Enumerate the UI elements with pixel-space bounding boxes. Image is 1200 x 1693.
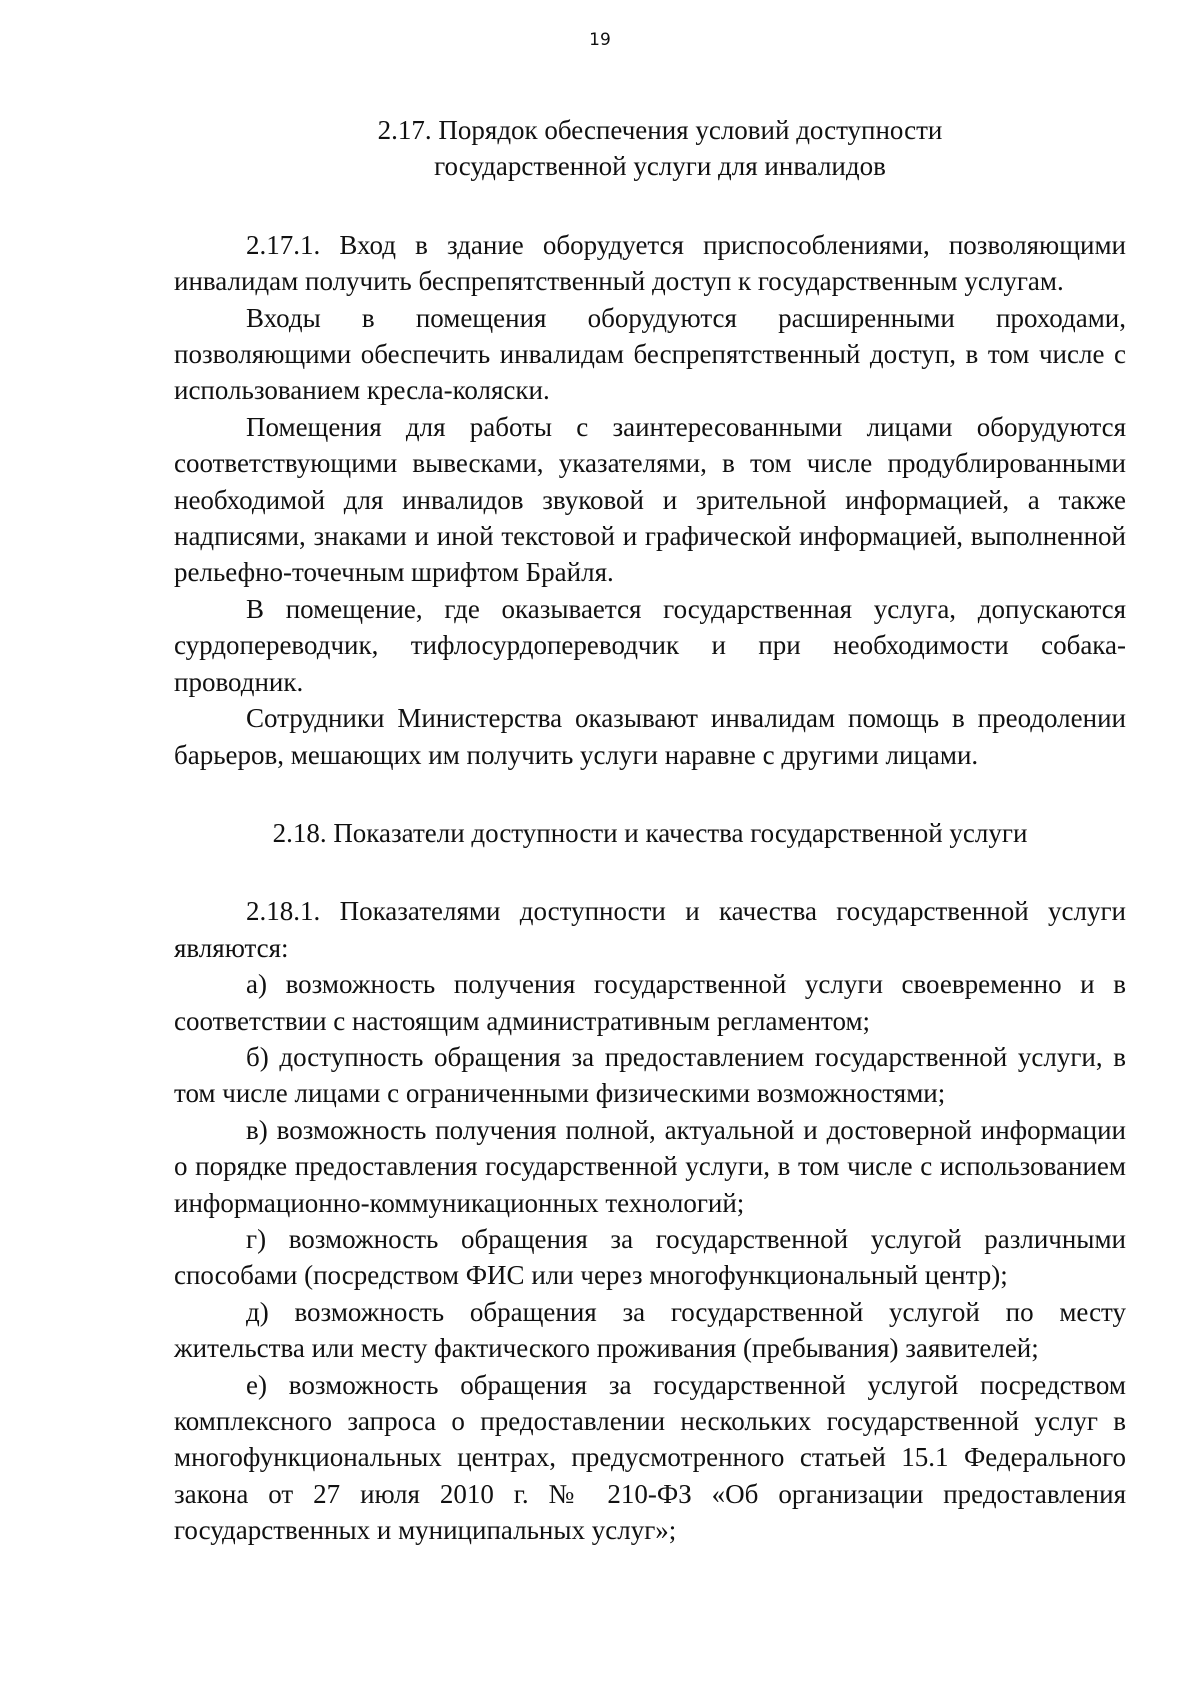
list-item-b: б) доступность обращения за предоставлением государственной услуги, в том числе лицами с ограниченными физическими возможностями;	[174, 1041, 1126, 1109]
paragraph-staff-assistance: Сотрудники Министерства оказывают инвалидам помощь в преодолении барьеров, мешающих им получить услуги наравне с другими лицами.	[174, 703, 1126, 770]
list-item-e: е) возможность обращения за государственной услугой посредством комплексного запроса о предоставлении нескольких государственной услуг в многофункциональных центрах, предусмотренного статьей 15.1 Федерального закона от 27 июля 2010 г. № 210-ФЗ «Об организации предоставления государственных и муниципальных услуг»;	[174, 1369, 1126, 1546]
list-item-d: д) возможность обращения за государственной услугой по месту жительства или месту фактического проживания (пребывания) заявителей;	[174, 1296, 1126, 1364]
page-number: 19	[589, 30, 611, 50]
paragraph-2-17-1: 2.17.1. Вход в здание оборудуется приспособлениями, позволяющими инвалидам получить беспрепятственный доступ к государственным услугам.	[174, 229, 1126, 297]
list-item-v: в) возможность получения полной, актуальной и достоверной информации о порядке предоставления государственной услуги, в том числе с использованием информационно-коммуникационных технологий;	[174, 1114, 1126, 1218]
section-2-17-title-line-1: 2.17. Порядок обеспечения условий доступности	[377, 115, 943, 145]
section-2-18-title: 2.18. Показатели доступности и качества государственной услуги	[272, 817, 1028, 848]
list-item-a: а) возможность получения государственной услуги своевременно и в соответствии с настоящим административным регламентом;	[174, 969, 1126, 1036]
paragraph-premises: Помещения для работы с заинтересованными лицами оборудуются соответствующими вывесками, указателями, в том числе продублированными необходимой для инвалидов звуковой и зрительной информацией, а также надписями, знаками и иной текстовой и графической информацией, выполненной рельефно-точечным шрифтом Брайля.	[174, 411, 1126, 588]
paragraph-sign-interpreter: В помещение, где оказывается государственная услуга, допускаются сурдопереводчик, тифлосурдопереводчик и при необходимости собака-проводник.	[174, 593, 1126, 697]
section-2-17-title-line-2: государственной услуги для инвалидов	[434, 151, 886, 182]
section-2-17-title	[234, 112, 1086, 185]
document-body	[174, 112, 1126, 1549]
paragraph-entrances: Входы в помещения оборудуются расширенными проходами, позволяющими обеспечить инвалидам беспрепятственный доступ, в том числе с использованием кресла-коляски.	[174, 302, 1126, 406]
paragraph-2-18-1: 2.18.1. Показателями доступности и качества государственной услуги являются:	[174, 896, 1126, 963]
list-item-g: г) возможность обращения за государственной услугой различными способами (посредством ФИС или через многофункциональный центр);	[174, 1223, 1126, 1291]
